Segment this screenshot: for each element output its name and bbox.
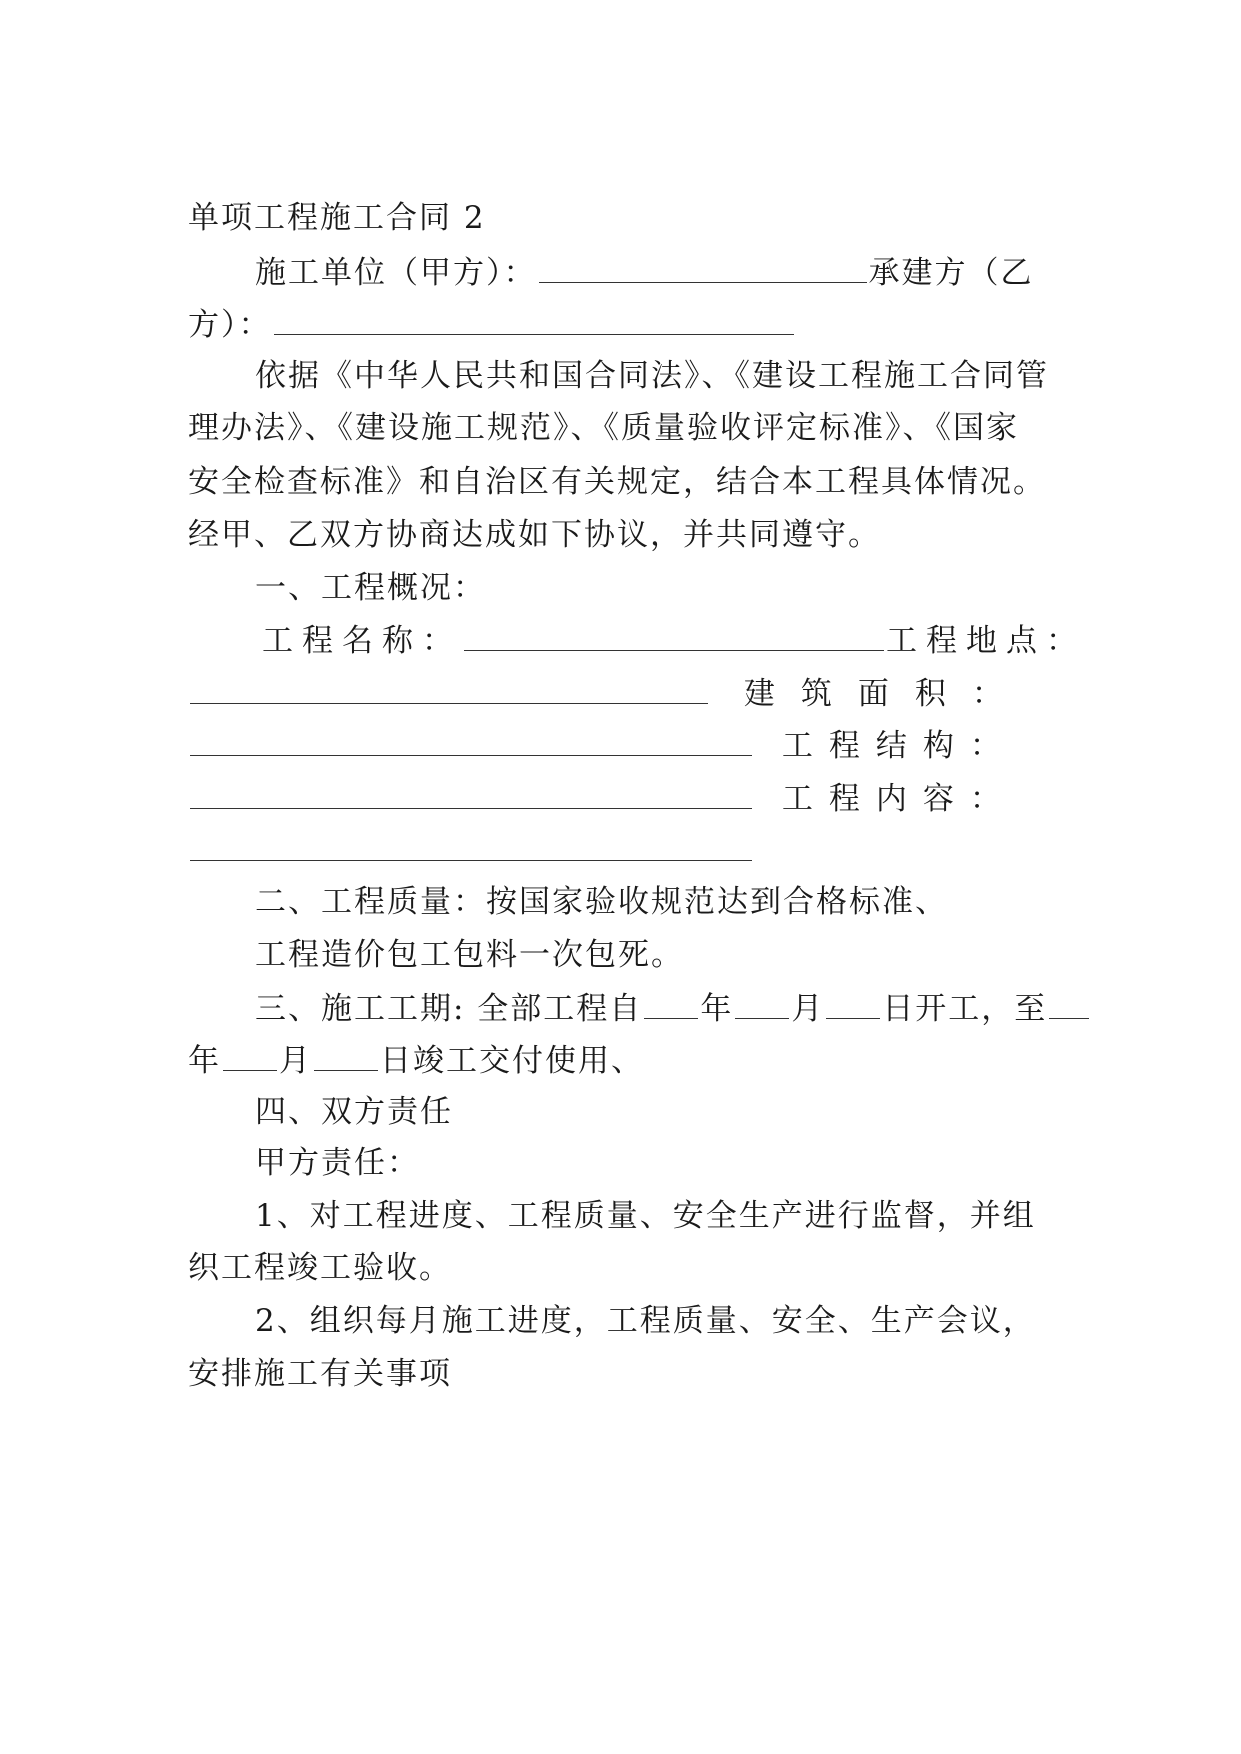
section-1-heading: 一、工程概况：: [255, 570, 486, 606]
party-b-label-cont: 方）：: [188, 307, 272, 343]
end-month-blank[interactable]: [223, 1040, 277, 1071]
content-blank[interactable]: [190, 830, 752, 861]
start-month-label: 月: [791, 991, 825, 1027]
intro-line-4: 经甲、乙双方协商达成如下协议，并共同遵守。: [188, 517, 881, 553]
end-year-blank[interactable]: [1049, 988, 1089, 1019]
intro-line-1: 依据《中华人民共和国合同法》、《建设工程施工合同管: [255, 358, 1049, 394]
document-title: 单项工程施工合同 2: [188, 200, 486, 236]
party-a-blank[interactable]: [539, 252, 867, 283]
party-b-label: 承建方（乙: [868, 255, 1034, 291]
content-blank-line: [188, 830, 1058, 871]
duty-1-line-2: 织工程竣工验收。: [188, 1250, 452, 1286]
project-name-line: [262, 620, 1132, 661]
party-line-1: [255, 252, 1125, 293]
duty-1-line-1: 1、对工程进度、工程质量、安全生产进行监督，并组: [255, 1198, 1036, 1234]
pricing-line: 工程造价包工包料一次包死。: [255, 937, 684, 973]
end-month-label: 月: [279, 1043, 312, 1079]
building-area-line: [188, 673, 1058, 714]
party-line-2: [188, 304, 1058, 345]
project-location-blank[interactable]: [190, 673, 708, 704]
start-year-blank[interactable]: [644, 988, 698, 1019]
party-a-duties-heading: 甲方责任：: [255, 1145, 420, 1181]
start-year-label: 年: [700, 991, 734, 1027]
start-day-label: 日开工，至: [882, 991, 1048, 1027]
start-month-blank[interactable]: [735, 988, 789, 1019]
duty-2-line-2: 安排施工有关事项: [188, 1356, 452, 1392]
intro-line-3: 安全检查标准》和自治区有关规定，结合本工程具体情况。: [188, 464, 1046, 500]
section-3-prefix: 三、施工工期: 全部工程自: [255, 991, 643, 1027]
schedule-line-1: [255, 988, 1125, 1029]
start-day-blank[interactable]: [826, 988, 880, 1019]
party-b-blank[interactable]: [274, 304, 794, 335]
party-a-label: 施工单位（甲方）：: [255, 255, 537, 291]
content-line: [188, 778, 1058, 819]
structure-line: [188, 725, 1058, 766]
section-2-heading: 二、工程质量：按国家验收规范达到合格标准、: [255, 884, 948, 920]
intro-line-2: 理办法》、《建设施工规范》、《质量验收评定标准》、《国家: [188, 410, 1019, 446]
structure-blank[interactable]: [190, 778, 752, 809]
section-4-heading: 四、双方责任: [255, 1094, 453, 1130]
end-day-label: 日竣工交付使用、: [380, 1043, 644, 1079]
project-name-blank[interactable]: [464, 620, 884, 651]
building-area-label: 建筑面积：: [743, 676, 1029, 712]
end-day-blank[interactable]: [314, 1040, 378, 1071]
schedule-line-2: [188, 1040, 1058, 1081]
structure-label: 工程结构：: [781, 728, 1017, 764]
project-name-label: 工程名称：: [262, 623, 462, 659]
duty-2-line-1: 2、组织每月施工进度，工程质量、安全、生产会议，: [255, 1303, 1036, 1339]
project-location-label: 工程地点：: [886, 623, 1086, 659]
building-area-blank[interactable]: [190, 725, 752, 756]
content-label: 工程内容：: [781, 781, 1017, 817]
end-year-label: 年: [188, 1043, 221, 1079]
